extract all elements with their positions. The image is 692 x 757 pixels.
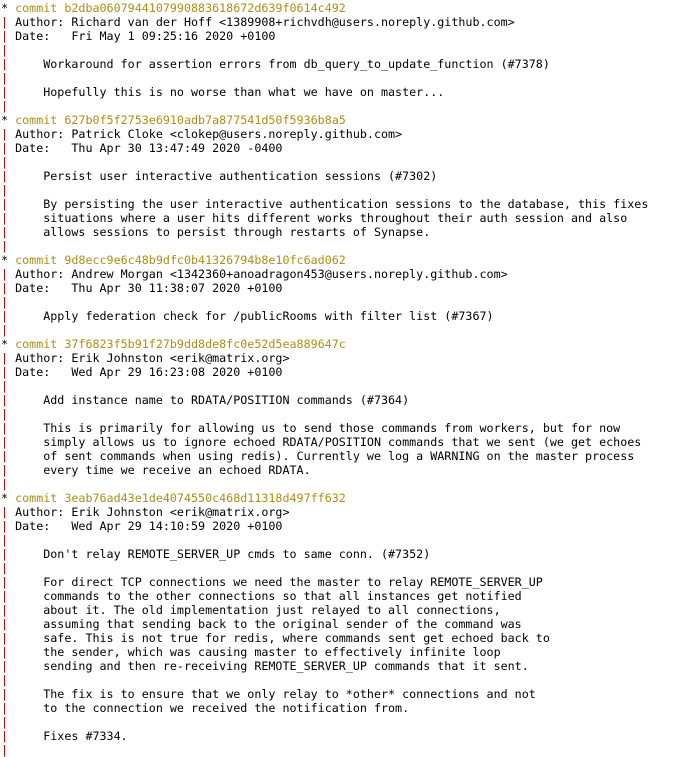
log-line bbox=[1, 673, 692, 687]
message-line: safe. This is not true for redis, where commands sent get echoed back to bbox=[8, 631, 550, 645]
graph-pipe: | bbox=[1, 505, 9, 519]
graph-pipe: | bbox=[1, 435, 9, 449]
log-line bbox=[1, 197, 692, 211]
log-line bbox=[1, 43, 692, 57]
graph-pipe: | bbox=[1, 43, 9, 57]
graph-pipe: | bbox=[1, 449, 9, 463]
message-line: Persist user interactive authentication sessions (#7302) bbox=[8, 169, 438, 183]
graph-pipe: | bbox=[1, 211, 9, 225]
message-line: situations where a user hits different works throughout their auth session and also bbox=[8, 211, 628, 225]
log-line bbox=[1, 253, 692, 267]
log-line bbox=[1, 393, 692, 407]
log-line bbox=[1, 561, 692, 575]
graph-pipe: | bbox=[1, 155, 9, 169]
graph-pipe: | bbox=[1, 169, 9, 183]
date-line: Date: Wed Apr 29 14:10:59 2020 +0100 bbox=[8, 519, 283, 533]
message-line: about it. The old implementation just relayed to all connections, bbox=[8, 603, 501, 617]
log-line bbox=[1, 519, 692, 533]
message-line: sending and then re-receiving REMOTE_SERVER_UP commands that it sent. bbox=[8, 659, 529, 673]
date-line: Date: Thu Apr 30 13:47:49 2020 -0400 bbox=[8, 141, 283, 155]
graph-pipe: | bbox=[1, 477, 9, 491]
log-line bbox=[1, 575, 692, 589]
log-line bbox=[1, 421, 692, 435]
graph-pipe: | bbox=[1, 197, 9, 211]
log-line bbox=[1, 463, 692, 477]
message-line: Apply federation check for /publicRooms with filter list (#7367) bbox=[8, 309, 494, 323]
graph-pipe: | bbox=[1, 183, 9, 197]
graph-pipe: | bbox=[1, 29, 9, 43]
log-line bbox=[1, 127, 692, 141]
graph-pipe: | bbox=[1, 239, 9, 253]
message-line: every time we receive an echoed RDATA. bbox=[8, 463, 311, 477]
graph-pipe: | bbox=[1, 99, 9, 113]
log-line bbox=[1, 603, 692, 617]
log-line bbox=[1, 659, 692, 673]
commit-hash-line: commit 9d8ecc9e6c48b9dfc0b41326794b8e10fc6ad062 bbox=[8, 253, 346, 267]
graph-commit-star: * bbox=[1, 491, 9, 505]
log-line bbox=[1, 225, 692, 239]
message-line: the sender, which was causing master to effectively infinite loop bbox=[8, 645, 501, 659]
log-line bbox=[1, 715, 692, 729]
commit-hash-line: commit 37f6823f5b91f27b9dd8de8fc0e52d5ea889647c bbox=[8, 337, 346, 351]
graph-pipe: | bbox=[1, 71, 9, 85]
log-line bbox=[1, 155, 692, 169]
message-line: Hopefully this is no worse than what we have on master... bbox=[8, 85, 445, 99]
graph-pipe: | bbox=[1, 659, 9, 673]
graph-pipe: | bbox=[1, 281, 9, 295]
message-line: For direct TCP connections we need the master to relay REMOTE_SERVER_UP bbox=[8, 575, 543, 589]
author-line: Author: Patrick Cloke <clokep@users.noreply.github.com> bbox=[8, 127, 403, 141]
graph-pipe: | bbox=[1, 127, 9, 141]
date-line: Date: Wed Apr 29 16:23:08 2020 +0100 bbox=[8, 365, 283, 379]
message-line: allows sessions to persist through restarts of Synapse. bbox=[8, 225, 431, 239]
date-line: Date: Thu Apr 30 11:38:07 2020 +0100 bbox=[8, 281, 283, 295]
author-line: Author: Erik Johnston <erik@matrix.org> bbox=[8, 505, 290, 519]
log-line bbox=[1, 141, 692, 155]
message-line: This is primarily for allowing us to send those commands from workers, but for now bbox=[8, 421, 621, 435]
graph-pipe: | bbox=[1, 267, 9, 281]
author-line: Author: Andrew Morgan <1342360+anoadragon453@users.noreply.github.com> bbox=[8, 267, 508, 281]
graph-pipe: | bbox=[1, 421, 9, 435]
log-line bbox=[1, 701, 692, 715]
commit-hash-line: commit b2dba0607944107990883618672d639f0614c492 bbox=[8, 1, 346, 15]
log-line bbox=[1, 729, 692, 743]
graph-pipe: | bbox=[1, 603, 9, 617]
log-line bbox=[1, 505, 692, 519]
log-line bbox=[1, 211, 692, 225]
log-line bbox=[1, 547, 692, 561]
graph-pipe: | bbox=[1, 295, 9, 309]
graph-pipe: | bbox=[1, 561, 9, 575]
graph-pipe: | bbox=[1, 701, 9, 715]
graph-pipe: | bbox=[1, 393, 9, 407]
date-line: Date: Fri May 1 09:25:16 2020 +0100 bbox=[8, 29, 276, 43]
graph-pipe: | bbox=[1, 57, 9, 71]
log-line bbox=[1, 239, 692, 253]
graph-pipe: | bbox=[1, 547, 9, 561]
graph-commit-star: * bbox=[1, 1, 9, 15]
log-line bbox=[1, 183, 692, 197]
log-line bbox=[1, 1, 692, 15]
log-line bbox=[1, 365, 692, 379]
message-line: Don't relay REMOTE_SERVER_UP cmds to same conn. (#7352) bbox=[8, 547, 431, 561]
log-line bbox=[1, 57, 692, 71]
graph-pipe: | bbox=[1, 743, 9, 757]
message-line: commands to the other connections so that all instances get notified bbox=[8, 589, 522, 603]
log-line bbox=[1, 113, 692, 127]
message-line: to the connection we received the notification from. bbox=[8, 701, 410, 715]
log-line bbox=[1, 295, 692, 309]
message-line: By persisting the user interactive authentication sessions to the database, this fixes bbox=[8, 197, 649, 211]
log-line bbox=[1, 99, 692, 113]
graph-pipe: | bbox=[1, 407, 9, 421]
log-line bbox=[1, 309, 692, 323]
commit-hash-line: commit 3eab76ad43e1de4074550c468d11318d497ff632 bbox=[8, 491, 346, 505]
log-line bbox=[1, 631, 692, 645]
message-line: The fix is to ensure that we only relay to *other* connections and not bbox=[8, 687, 536, 701]
graph-pipe: | bbox=[1, 715, 9, 729]
graph-pipe: | bbox=[1, 309, 9, 323]
graph-pipe: | bbox=[1, 519, 9, 533]
graph-pipe: | bbox=[1, 575, 9, 589]
log-line bbox=[1, 477, 692, 491]
graph-pipe: | bbox=[1, 225, 9, 239]
commit-hash-line: commit 627b0f5f2753e6910adb7a877541d50f5936b8a5 bbox=[8, 113, 346, 127]
log-line bbox=[1, 407, 692, 421]
log-line bbox=[1, 435, 692, 449]
graph-pipe: | bbox=[1, 463, 9, 477]
message-line: assuming that sending back to the original sender of the command was bbox=[8, 617, 522, 631]
graph-commit-star: * bbox=[1, 253, 9, 267]
message-line: Fixes #7334. bbox=[8, 729, 128, 743]
git-log-output bbox=[1, 1, 692, 757]
log-line bbox=[1, 645, 692, 659]
log-line bbox=[1, 379, 692, 393]
graph-pipe: | bbox=[1, 141, 9, 155]
graph-pipe: | bbox=[1, 379, 9, 393]
log-line bbox=[1, 337, 692, 351]
graph-pipe: | bbox=[1, 365, 9, 379]
message-line: of sent commands when using redis). Currently we log a WARNING on the master process bbox=[8, 449, 635, 463]
author-line: Author: Richard van der Hoff <1389908+richvdh@users.noreply.github.com> bbox=[8, 15, 515, 29]
graph-pipe: | bbox=[1, 589, 9, 603]
log-line bbox=[1, 533, 692, 547]
graph-commit-star: * bbox=[1, 337, 9, 351]
log-line bbox=[1, 281, 692, 295]
log-line bbox=[1, 85, 692, 99]
graph-pipe: | bbox=[1, 85, 9, 99]
log-line bbox=[1, 323, 692, 337]
graph-pipe: | bbox=[1, 673, 9, 687]
graph-pipe: | bbox=[1, 729, 9, 743]
log-line bbox=[1, 491, 692, 505]
graph-pipe: | bbox=[1, 351, 9, 365]
graph-pipe: | bbox=[1, 15, 9, 29]
graph-pipe: | bbox=[1, 645, 9, 659]
log-line bbox=[1, 29, 692, 43]
log-line bbox=[1, 687, 692, 701]
log-line bbox=[1, 267, 692, 281]
message-line: Add instance name to RDATA/POSITION commands (#7364) bbox=[8, 393, 410, 407]
graph-commit-star: * bbox=[1, 113, 9, 127]
log-line bbox=[1, 351, 692, 365]
graph-pipe: | bbox=[1, 533, 9, 547]
graph-pipe: | bbox=[1, 617, 9, 631]
log-line bbox=[1, 589, 692, 603]
log-line bbox=[1, 449, 692, 463]
log-line bbox=[1, 15, 692, 29]
graph-pipe: | bbox=[1, 323, 9, 337]
log-line bbox=[1, 743, 692, 757]
log-line bbox=[1, 71, 692, 85]
message-line: Workaround for assertion errors from db_query_to_update_function (#7378) bbox=[8, 57, 550, 71]
log-line bbox=[1, 617, 692, 631]
graph-pipe: | bbox=[1, 631, 9, 645]
log-line bbox=[1, 169, 692, 183]
author-line: Author: Erik Johnston <erik@matrix.org> bbox=[8, 351, 290, 365]
graph-pipe: | bbox=[1, 687, 9, 701]
message-line: simply allows us to ignore echoed RDATA/POSITION commands that we sent (we get echoes bbox=[8, 435, 642, 449]
